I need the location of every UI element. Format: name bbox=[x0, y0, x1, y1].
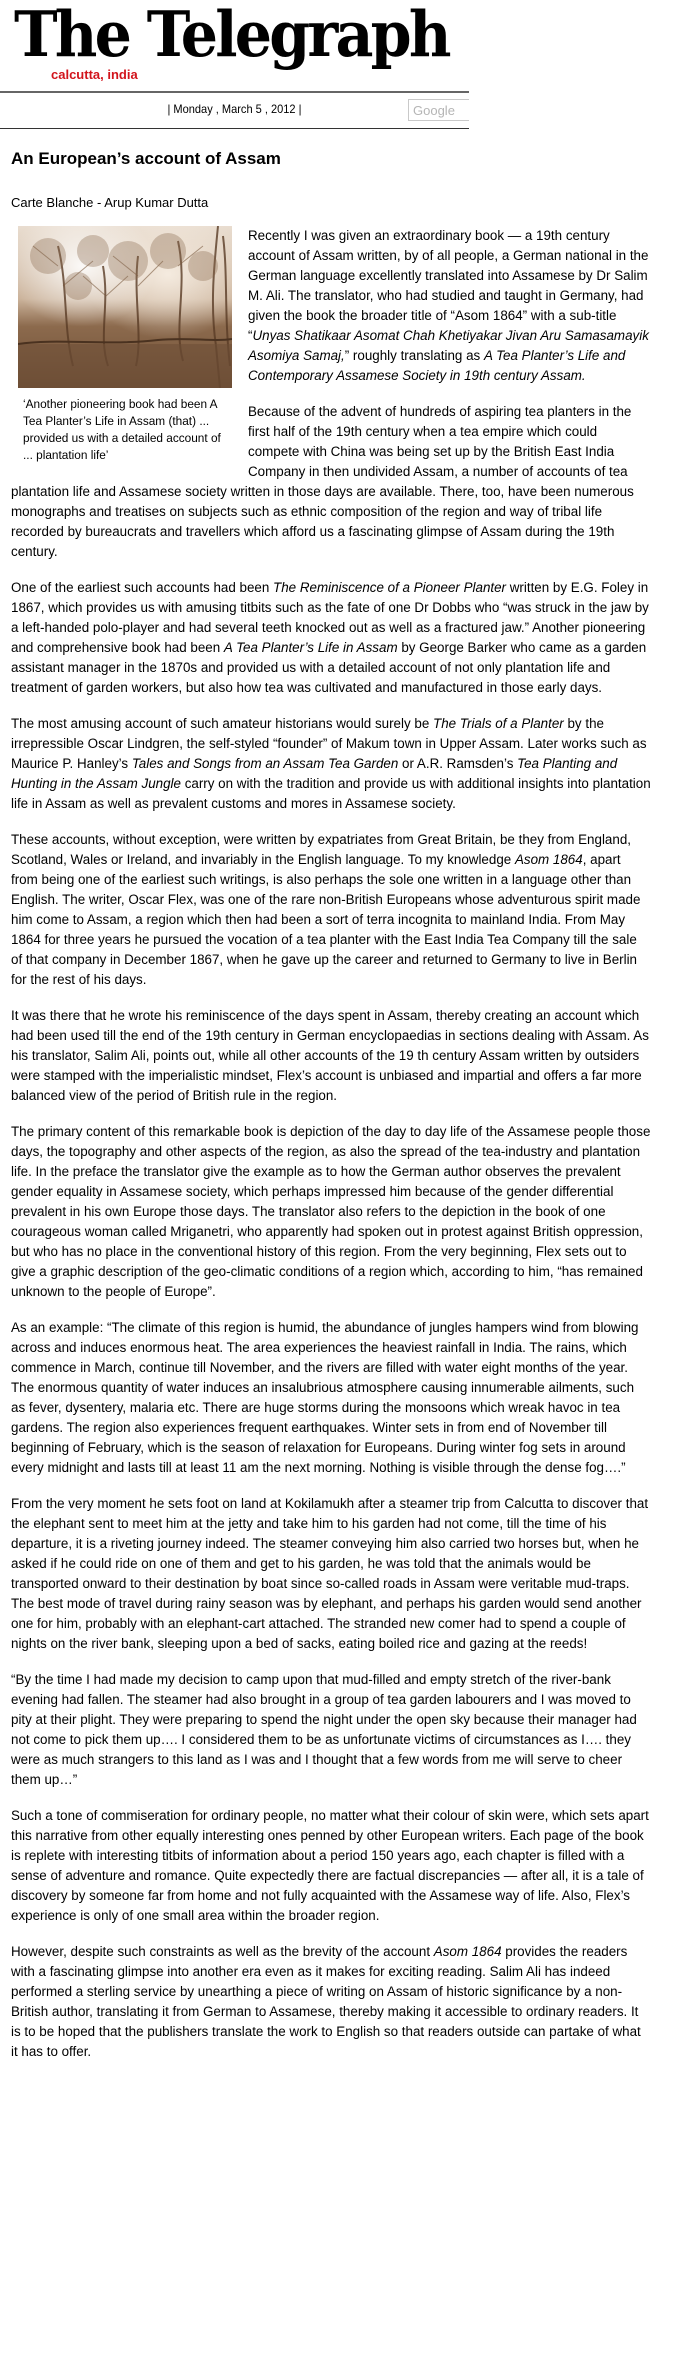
paragraph-text: carry on with the tradition and provide us with additional insights into plantation life in Assam as well as prevalent customs and mores in Assamese society. bbox=[11, 776, 651, 811]
article-paragraph bbox=[11, 1006, 651, 1106]
article-figure bbox=[18, 226, 240, 464]
article-byline: Carte Blanche - Arup Kumar Dutta bbox=[11, 195, 209, 210]
italic-title-text: The Trials of a Planter bbox=[433, 716, 564, 731]
article-paragraph bbox=[11, 578, 651, 698]
article bbox=[11, 148, 651, 2078]
paragraph-text: or A.R. Ramsden’s bbox=[398, 756, 518, 771]
paragraph-text: It was there that he wrote his reminiscence of the days spent in Assam, thereby creating an account which had been used till the end of the 19th century in German encyclopaedias in sections dealing with Assam. As his translator, Salim Ali, points out, while all other accounts of the 19 th century Assam written by outsiders were stamped with the imperialistic mindset, Flex’s account is unbiased and impartial and offers a far more balanced view of the period of British rule in the region. bbox=[11, 1008, 649, 1103]
paragraph-text: Such a tone of commiseration for ordinary people, no matter what their colour of skin were, which sets apart this narrative from other equally interesting ones penned by other European writers. Each page of the book is replete with interesting titbits of information about a period 150 years ago, each chapter is filled with a sense of adventure and romance. Quite expectedly there are factual discrepancies — after all, it is a tale of discovery by someone far from home and not fully acquainted with the Assamese way of life. Also, Flex’s experience is only of one small area within the broader region. bbox=[11, 1808, 649, 1923]
paragraph-text: Recently I was given an extraordinary book — a 19th century account of Assam written, by of all people, a German national in the German language excellently translated into Assamese by Dr Salim M. Ali. The translator, who had studied and taught in Germany, had given the book the broader title of “Asom 1864” with a sub-title “ bbox=[248, 228, 649, 343]
paragraph-text: The most amusing account of such amateur historians would surely be bbox=[11, 716, 434, 731]
article-paragraph bbox=[11, 1670, 651, 1790]
italic-title-text: The Reminiscence of a Pioneer Planter bbox=[273, 580, 507, 595]
paragraph-text: by George Barker who came as a garden assistant manager in the 1870s and provided us with a detailed account of not only plantation life and treatment of garden workers, but also how tea was cultivated and manufactured in those early days. bbox=[11, 640, 647, 695]
article-body bbox=[11, 226, 651, 2062]
paragraph-text: by the irrepressible Oscar Lindgren, the self-styled “founder” of Makum town in Upper Assam. Later works such as Maurice P. Hanley’s bbox=[11, 716, 647, 771]
italic-title-text: Asom 1864 bbox=[433, 1944, 502, 1959]
italic-title-text: Asom 1864 bbox=[514, 852, 583, 867]
paragraph-text: ” roughly translating as bbox=[344, 348, 484, 363]
italic-title-text: Unyas Shatikaar Asomat Chah Khetiyakar Jivan Aru Samasamayik Asomiya Samaj, bbox=[248, 328, 649, 363]
header-divider-top bbox=[0, 91, 469, 93]
italic-title-text: A Tea Planter’s Life in Assam bbox=[223, 640, 398, 655]
tree-sketch-icon bbox=[18, 226, 232, 388]
article-paragraph bbox=[11, 1942, 651, 2062]
paragraph-text: As an example: “The climate of this region is humid, the abundance of jungles hampers wind from blowing across and induces enormous heat. The area experiences the heaviest rainfall in India. The rains, which commence in March, continue till November, and the rivers are filled with water eight months of the year. The enormous quantity of water induces an insalubrious atmosphere causing innumerable ailments, such as fever, dysentery, malaria etc. There are huge storms during the monsoons which wreak havoc in tea gardens. The region also experiences frequent earthquakes. Winter sets in from end of November till beginning of February, which is the season of relaxation for Europeans. During winter fog sets in around every midnight and lasts till at least 11 am the next morning. Nothing is visible through the dense fog….” bbox=[11, 1320, 639, 1475]
google-search-input[interactable] bbox=[408, 99, 469, 121]
tea-garden-photo bbox=[18, 226, 232, 388]
paragraph-text: From the very moment he sets foot on land at Kokilamukh after a steamer trip from Calcutta to discover that the elephant sent to meet him at the jetty and take him to his garden had not come, till the time of his departure, it is a riveting journey indeed. The steamer conveying him also carried two horses but, when he asked if he could ride on one of them and get to his garden, he was told that the animals would be transported onward to their destination by boat since so-called roads in Assam were veritable mud-traps. The best mode of travel during rainy season was by elephant, and perhaps his garden would send another one for him, probably with an elephant-cart attached. The stranded new comer had to spend a couple of nights on the river bank, sleeping upon a bed of sacks, eating boiled rice and gazing at the reeds! bbox=[11, 1496, 649, 1651]
newspaper-logo[interactable]: The Telegraph bbox=[14, 0, 449, 71]
photo-caption: ‘Another pioneering book had been A Tea Planter’s Life in Assam (that) ... provided us with a detailed account of ... plantation life’ bbox=[23, 397, 221, 462]
header-divider-bottom bbox=[0, 128, 469, 129]
logo-subtitle: calcutta, india bbox=[51, 67, 138, 82]
paragraph-text: written by E.G. Foley in 1867, which provides us with amusing titbits such as the fate of one Dr Dobbs who “was struck in the jaw by a left-handed polo-player and had several teeth knocked out as well as a fractured jaw.” Another pioneering and comprehensive book had been bbox=[11, 580, 649, 655]
article-paragraph bbox=[11, 1122, 651, 1302]
paragraph-text: , apart from being one of the earliest such writings, is also perhaps the sole one written in a language other than English. The writer, Oscar Flex, was one of the rare non-British Europeans whose adventurous spirit made him come to Assam, a region which then had been a sort of terra incognita to mainland India. From May 1864 for three years he pursued the vocation of a tea planter with the East India Tea Company till the sale of that company in December 1867, when he gave up the career and returned to Germany to live in Berlin for the rest of his days. bbox=[11, 852, 641, 987]
paragraph-text: The primary content of this remarkable book is depiction of the day to day life of the Assamese people those days, the topography and other aspects of the region, as also the spread of the tea-industry and plantation life. In the preface the translator give the example as to how the German author observes the prevalent gender equality in Assamese society, which perhaps impressed him because of the gender differential prevalent in his own Europe those days. The translator also refers to the depiction in the book of one courageous woman called Mriganetri, who apparently had spoken out in protest against British oppression, but who has no place in the conventional history of this region. From the very beginning, Flex sets out to give a graphic description of the geo-climatic conditions of a region which, according to him, “has remained unknown to the people of Europe”. bbox=[11, 1124, 651, 1299]
paragraph-text: “By the time I had made my decision to camp upon that mud-filled and empty stretch of the river-bank evening had fallen. The steamer had also brought in a group of tea garden labourers and I was moved to pity at their plight. They were preparing to spend the night under the open sky because their manager had not come to pick them up…. I considered them to be as unfortunate victims of circumstances as I…. they were as much strangers to this land as I was and I thought that a few words from me will serve to cheer them up…” bbox=[11, 1672, 637, 1787]
dateline-bar bbox=[0, 96, 469, 126]
paragraph-text: These accounts, without exception, were written by expatriates from Great Britain, be they from England, Scotland, Wales or Ireland, and invariably in the English language. To my knowledge bbox=[11, 832, 631, 867]
masthead bbox=[0, 0, 470, 132]
edition-date: | Monday , March 5 , 2012 | bbox=[167, 102, 302, 116]
italic-title-text: Tea Planting and Hunting in the Assam Jungle bbox=[11, 756, 618, 791]
italic-title-text: A Tea Planter’s Life and Contemporary Assamese Society in 19th century Assam. bbox=[248, 348, 626, 383]
paragraph-text: provides the readers with a fascinating glimpse into another era even as it makes for exciting reading. Salim Ali has indeed performed a sterling service by unearthing a piece of writing on Assam of historic significance by a non-British author, translating it from German to Assamese, thereby making it accessible to ordinary readers. It is to be hoped that the publishers translate the work to English so that readers outside can partake of what it has to offer. bbox=[11, 1944, 641, 2059]
article-paragraph bbox=[11, 1318, 651, 1478]
paragraph-text: However, despite such constraints as well as the brevity of the account bbox=[11, 1944, 434, 1959]
article-paragraph bbox=[11, 1494, 651, 1654]
article-paragraph bbox=[11, 830, 651, 990]
article-headline: An European’s account of Assam bbox=[11, 149, 281, 168]
search-placeholder: Google bbox=[413, 103, 455, 118]
article-paragraph bbox=[11, 714, 651, 814]
article-paragraph bbox=[11, 1806, 651, 1926]
paragraph-text: Because of the advent of hundreds of aspiring tea planters in the first half of the 19th century when a tea empire which could compete with China was being set up by the British East India Company in then undivided Assam, a number of accounts of tea plantation life and Assamese society written in those days are available. There, too, have been numerous monographs and treatises on subjects such as ethnic composition of the region and way of tribal life recorded by bureaucrats and travellers which afford us a fascinating glimpse of Assam during the 19th century. bbox=[11, 404, 634, 559]
paragraph-text: One of the earliest such accounts had been bbox=[11, 580, 274, 595]
italic-title-text: Tales and Songs from an Assam Tea Garden bbox=[131, 756, 399, 771]
